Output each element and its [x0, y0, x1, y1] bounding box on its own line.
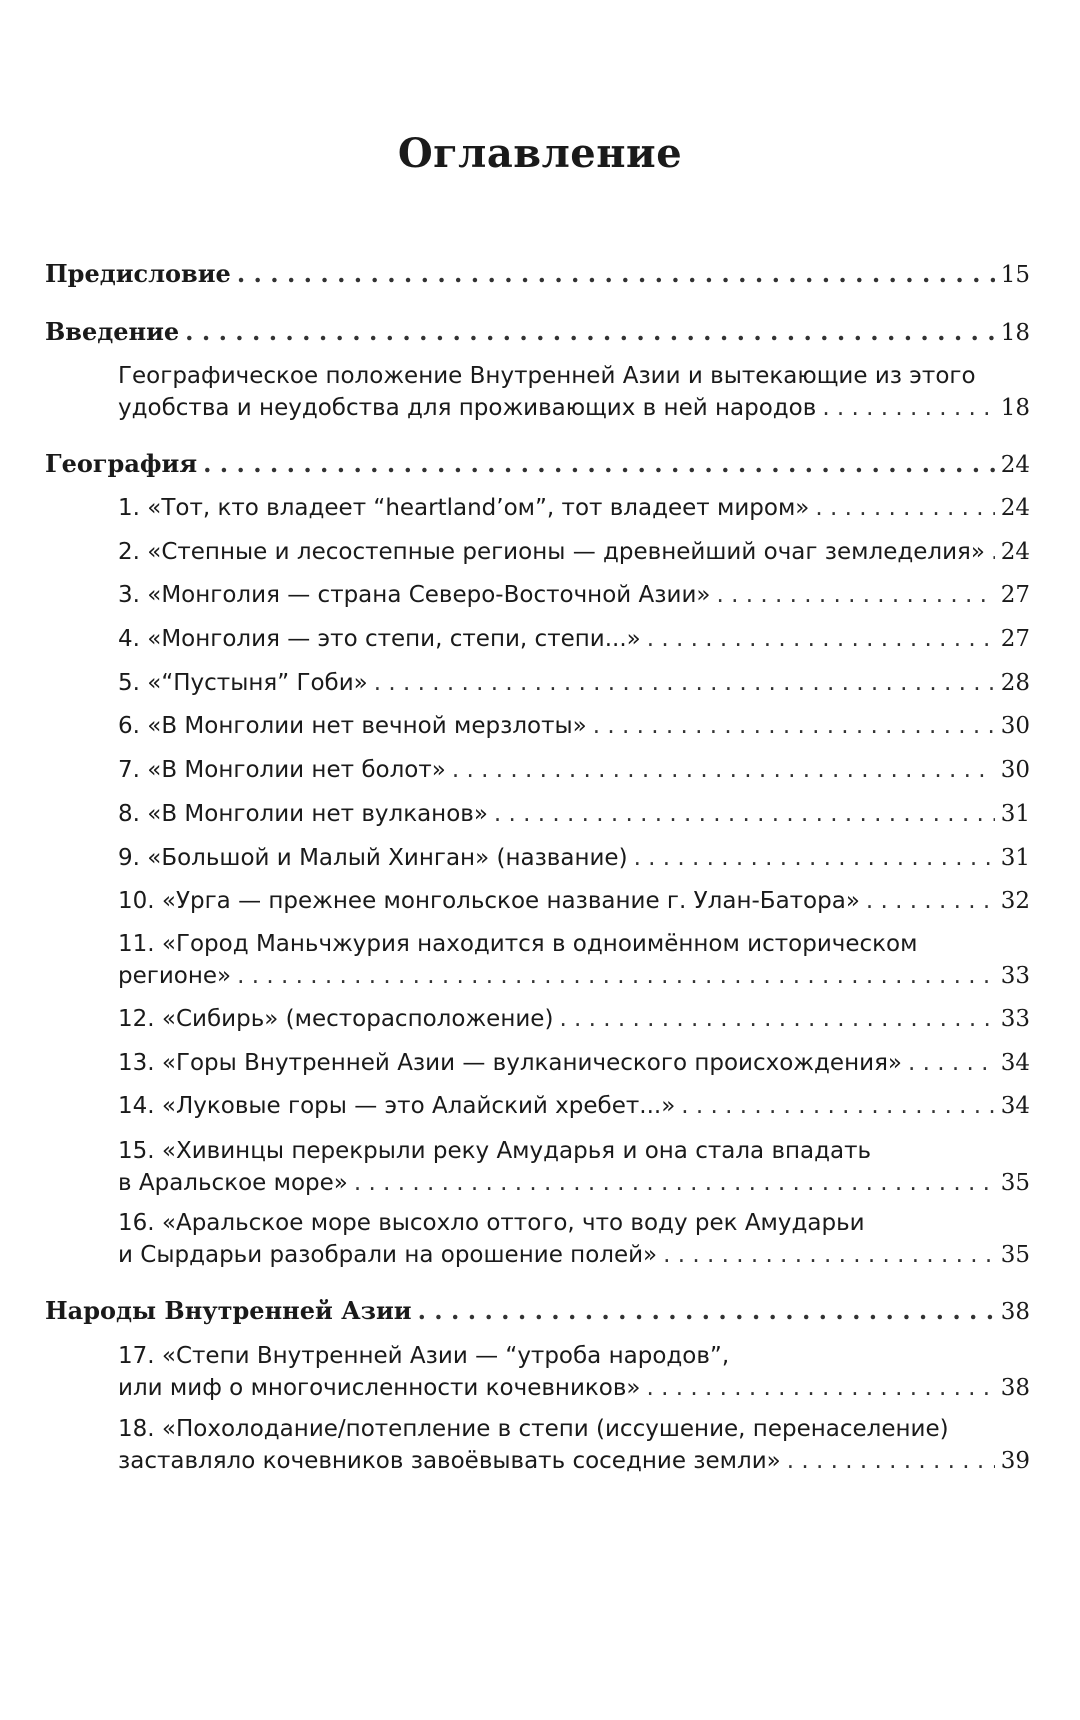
dot-leader: [203, 448, 995, 480]
toc-section-entry[interactable]: [45, 448, 1030, 480]
page-number: 33: [1000, 963, 1030, 989]
toc-section-entry[interactable]: [45, 1295, 1030, 1327]
toc-entry-line: [118, 360, 1030, 392]
page-number: 34: [1000, 1050, 1030, 1076]
toc-entry-title: 16. «Аральское море высохло оттого, что воду рек Амударьи: [118, 1210, 865, 1236]
page-number: 24: [1000, 539, 1030, 565]
toc-entry-title: 14. «Луковые горы — это Алайский хребет...»: [118, 1093, 676, 1119]
toc-subsection-entry[interactable]: [118, 360, 1030, 424]
toc-entry-line: [118, 1239, 1030, 1271]
dot-leader: [593, 710, 995, 742]
page-number: 31: [1000, 801, 1030, 827]
dot-leader: [452, 754, 995, 786]
toc-entry-line: [118, 960, 1030, 992]
toc-entry-line: [118, 885, 1030, 917]
toc-entry-title: 18. «Похолодание/потепление в степи (иссушение, перенаселение): [118, 1416, 949, 1442]
toc-entry-title: или миф о многочисленности кочевников»: [118, 1375, 641, 1401]
toc-subsection-entry[interactable]: [118, 1047, 1030, 1079]
toc-subsection-entry[interactable]: [118, 842, 1030, 874]
toc-entry-line: [45, 316, 1030, 348]
toc-entry-title: в Аральское море»: [118, 1170, 348, 1196]
toc-entry-line: [118, 1135, 1030, 1167]
toc-entry-line: [118, 1445, 1030, 1477]
dot-leader: [185, 316, 995, 348]
toc-subsection-entry[interactable]: [118, 492, 1030, 524]
toc-entry-title: Введение: [45, 317, 180, 346]
toc-entry-line: [118, 928, 1030, 960]
toc-entry-title: 5. «“Пустыня” Гоби»: [118, 670, 368, 696]
page-number: 24: [1000, 495, 1030, 521]
toc-entry-line: [118, 667, 1030, 699]
toc-entry-line: [118, 492, 1030, 524]
page-number: 31: [1000, 845, 1030, 871]
toc-entry-line: [118, 1413, 1030, 1445]
toc-entry-title: Народы Внутренней Азии: [45, 1296, 412, 1325]
dot-leader: [634, 842, 995, 874]
page-number: 30: [1000, 757, 1030, 783]
dot-leader: [663, 1239, 995, 1271]
toc-subsection-entry[interactable]: [118, 928, 1030, 992]
toc-entry-title: 13. «Горы Внутренней Азии — вулканического происхождения»: [118, 1050, 902, 1076]
toc-entry-title: регионе»: [118, 963, 232, 989]
toc-entry-title: 2. «Степные и лесостепные регионы — древнейший очаг земледелия»: [118, 539, 985, 565]
toc-entry-line: [118, 1372, 1030, 1404]
dot-leader: [991, 536, 995, 568]
toc-entry-line: [118, 623, 1030, 655]
toc-entry-line: [45, 1295, 1030, 1327]
toc-section-entry[interactable]: [45, 316, 1030, 348]
page-number: 39: [1000, 1448, 1030, 1474]
toc-entry-title: 7. «В Монголии нет болот»: [118, 757, 446, 783]
toc-subsection-entry[interactable]: [118, 710, 1030, 742]
dot-leader: [237, 960, 995, 992]
toc-entry-line: [118, 1207, 1030, 1239]
page-title: Оглавление: [397, 130, 683, 177]
dot-leader: [374, 667, 995, 699]
toc-entry-title: 4. «Монголия — это степи, степи, степи...»: [118, 626, 641, 652]
toc-entry-title: 10. «Урга — прежнее монгольское название г. Улан-Батора»: [118, 888, 860, 914]
dot-leader: [494, 798, 995, 830]
toc-entry-title: 12. «Сибирь» (месторасположение): [118, 1006, 554, 1032]
toc-subsection-entry[interactable]: [118, 1413, 1030, 1477]
toc-entry-line: [118, 1340, 1030, 1372]
toc-entry-line: [118, 710, 1030, 742]
page-number: 28: [1000, 670, 1030, 696]
toc-subsection-entry[interactable]: [118, 579, 1030, 611]
page-number: 32: [1000, 888, 1030, 914]
toc-entry-title: Предисловие: [45, 259, 231, 288]
toc-section-entry[interactable]: [45, 258, 1030, 290]
toc-entry-line: [118, 798, 1030, 830]
toc-entry-line: [118, 579, 1030, 611]
dot-leader: [716, 579, 994, 611]
toc-subsection-entry[interactable]: [118, 1135, 1030, 1199]
toc-entry-title: 8. «В Монголии нет вулканов»: [118, 801, 488, 827]
toc-entry-line: [118, 754, 1030, 786]
toc-entry-line: [45, 258, 1030, 290]
toc-entry-title: 11. «Город Маньчжурия находится в одноимённом историческом: [118, 931, 918, 957]
page-number: 27: [1000, 626, 1030, 652]
toc-entry-line: [118, 842, 1030, 874]
toc-entry-line: [118, 1003, 1030, 1035]
page-number: 38: [1000, 1375, 1030, 1401]
toc-entry-title: География: [45, 449, 198, 478]
toc-entry-title: Географическое положение Внутренней Азии и вытекающие из этого: [118, 363, 976, 389]
toc-subsection-entry[interactable]: [118, 885, 1030, 917]
page-number: 35: [1000, 1242, 1030, 1268]
toc-entry-line: [118, 1090, 1030, 1122]
page-number: 18: [1000, 320, 1030, 346]
dot-leader: [647, 1372, 995, 1404]
page-number: 27: [1000, 582, 1030, 608]
toc-entry-title: 15. «Хивинцы перекрыли реку Амударья и она стала впадать: [118, 1138, 872, 1164]
toc-entry-title: 17. «Степи Внутренней Азии — “утроба народов”,: [118, 1343, 730, 1369]
toc-subsection-entry[interactable]: [118, 1090, 1030, 1122]
toc-entry-title: и Сырдарьи разобрали на орошение полей»: [118, 1242, 658, 1268]
toc-subsection-entry[interactable]: [118, 1003, 1030, 1035]
page-number: 35: [1000, 1170, 1030, 1196]
toc-entry-title: 6. «В Монголии нет вечной мерзлоты»: [118, 713, 587, 739]
toc-subsection-entry[interactable]: [118, 536, 1030, 568]
dot-leader: [237, 258, 995, 290]
page-number: 38: [1000, 1299, 1030, 1325]
toc-entry-title: удобства и неудобства для проживающих в ней народов: [118, 395, 817, 421]
dot-leader: [866, 885, 995, 917]
toc-subsection-entry[interactable]: [118, 798, 1030, 830]
dot-leader: [822, 392, 994, 424]
dot-leader: [418, 1295, 995, 1327]
toc-entry-title: заставляло кочевников завоёвывать соседние земли»: [118, 1448, 781, 1474]
dot-leader: [908, 1047, 995, 1079]
page-number: 30: [1000, 713, 1030, 739]
toc-entry-title: 1. «Тот, кто владеет “heartland’ом”, тот владеет миром»: [118, 495, 810, 521]
toc-entry-line: [45, 448, 1030, 480]
toc-entry-line: [118, 536, 1030, 568]
toc-subsection-entry[interactable]: [118, 1340, 1030, 1404]
toc-subsection-entry[interactable]: [118, 1207, 1030, 1271]
toc-subsection-entry[interactable]: [118, 754, 1030, 786]
dot-leader: [559, 1003, 994, 1035]
dot-leader: [787, 1445, 995, 1477]
page-number: 15: [1000, 262, 1030, 288]
page-number: 34: [1000, 1093, 1030, 1119]
dot-leader: [815, 492, 994, 524]
toc-entry-line: [118, 1047, 1030, 1079]
toc-entry-line: [118, 392, 1030, 424]
toc-entry-line: [118, 1167, 1030, 1199]
dot-leader: [647, 623, 995, 655]
page-number: 18: [1000, 395, 1030, 421]
toc-entry-title: 3. «Монголия — страна Северо-Восточной Азии»: [118, 582, 711, 608]
toc-subsection-entry[interactable]: [118, 667, 1030, 699]
page-number: 24: [1000, 452, 1030, 478]
dot-leader: [354, 1167, 995, 1199]
page-number: 33: [1000, 1006, 1030, 1032]
toc-subsection-entry[interactable]: [118, 623, 1030, 655]
toc-entry-title: 9. «Большой и Малый Хинган» (название): [118, 845, 628, 871]
dot-leader: [681, 1090, 994, 1122]
